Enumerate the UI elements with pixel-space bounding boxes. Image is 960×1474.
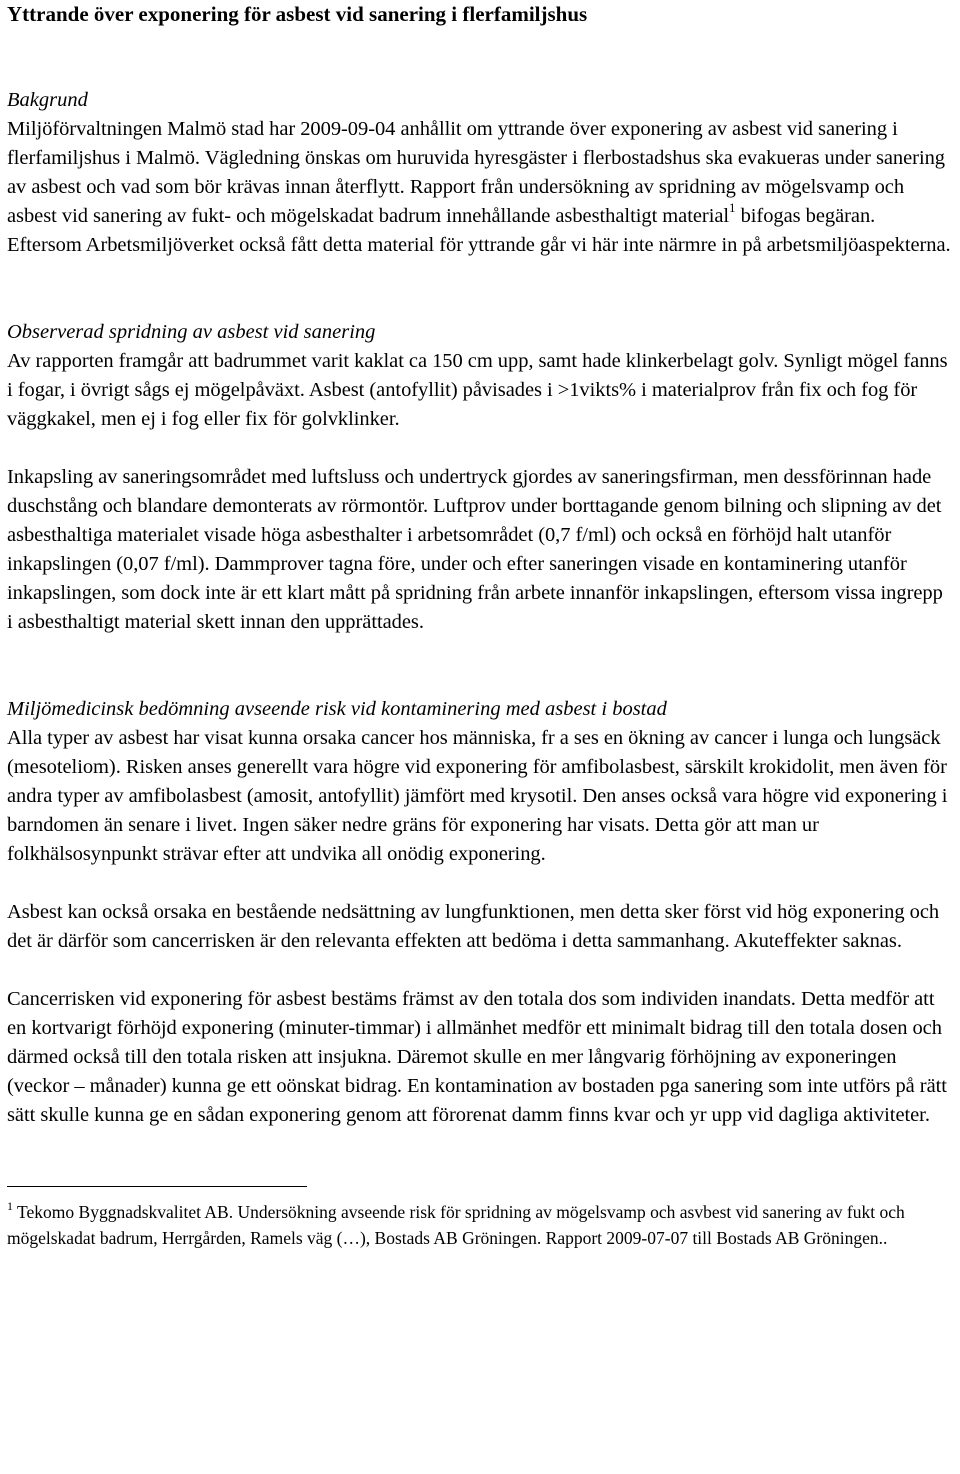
paragraph-miljomedicinsk-3: Cancerrisken vid exponering för asbest bestäms främst av den totala dos som individen inandats. Detta medför att en kortvarigt förhöjd exponering (minuter-timmar) i allmänhet medför ett minimalt bidrag till den totala dosen och därmed också till den totala risken att insjukna. Däremot skulle en mer långvarig förhöjning av exponeringen (veckor – månader) kunna ge ett oönskat bidrag. En kontamination av bostaden pga sanering som inte utförs på rätt sätt skulle kunna ge en sådan exponering genom att förorenat damm finns kvar och yr upp vid dagliga aktiviteter.: [7, 988, 947, 1126]
section-heading-bakgrund: Bakgrund: [7, 89, 88, 111]
footnote-number: 1: [7, 1199, 13, 1214]
section-heading-observerad-spridning: Observerad spridning av asbest vid sanering: [7, 321, 376, 343]
section-miljomedicinsk-bedomning: [7, 695, 952, 1130]
footnote: [7, 1199, 952, 1251]
paragraph-bakgrund: [7, 115, 952, 260]
section-heading-miljomedicinsk: Miljömedicinsk bedömning avseende risk vid kontaminering med asbest i bostad: [7, 698, 667, 720]
footnote-reference: 1: [729, 200, 736, 216]
paragraph-text-after: bifogas begäran. Eftersom Arbetsmiljöverket också fått detta material för yttrande går vi här inte närmre in på arbetsmiljöaspekterna.: [7, 205, 951, 256]
paragraph-miljomedicinsk-2: Asbest kan också orsaka en bestående nedsättning av lungfunktionen, men detta sker först vid hög exponering och det är därför som cancerrisken är den relevanta effekten att bedöma i detta sammanhang. Akuteffekter saknas.: [7, 901, 940, 952]
section-observerad-spridning: [7, 318, 952, 637]
footnote-text: Tekomo Byggnadskvalitet AB. Undersökning avseende risk för spridning av mögelsvamp och asvbest vid sanering av fukt och mögelskadat badrum, Herrgården, Ramels väg (…), Bostads AB Gröningen. Rapport 2009-07-07 till Bostads AB Gröningen..: [7, 1202, 905, 1248]
document-title: Yttrande över exponering för asbest vid sanering i flerfamiljshus: [7, 2, 588, 26]
paragraph-observerad-2: Inkapsling av saneringsområdet med luftsluss och undertryck gjordes av saneringsfirman, men dessförinnan hade duschstång och blandare demonterats av rörmontör. Luftprov under borttagande genom bilning och slipning av det asbesthaltiga materialet visade höga asbesthalter i arbetsområdet (0,7 f/ml) och också en förhöjd halt utanför inkapslingen (0,07 f/ml). Dammprover tagna före, under och efter saneringen visade en kontaminering utanför inkapslingen, som dock inte är ett klart mått på spridning från arbete innanför inkapslingen, eftersom vissa ingrepp i asbesthaltigt material skett innan den upprättades.: [7, 466, 943, 633]
paragraph-observerad-1: Av rapporten framgår att badrummet varit kaklat ca 150 cm upp, samt hade klinkerbelagt golv. Synligt mögel fanns i fogar, i övrigt sågs ej mögelpåväxt. Asbest (antofyllit) påvisades i >1vikts% i materialprov från fix och fog för väggkakel, men ej i fog eller fix för golvklinker.: [7, 350, 948, 430]
paragraph-text-before: Miljöförvaltningen Malmö stad har 2009-09-04 anhållit om yttrande över exponering av asbest vid sanering i flerfamiljshus i Malmö. Vägledning önskas om huruvida hyresgäster i flerbostadshus ska evakueras under sanering av asbest och vad som bör krävas innan återflytt. Rapport från undersökning av spridning av mögelsvamp och asbest vid sanering av fukt- och mögelskadat badrum innehållande asbesthaltigt material: [7, 118, 945, 227]
section-bakgrund: [7, 86, 952, 260]
paragraph-miljomedicinsk-1: Alla typer av asbest har visat kunna orsaka cancer hos människa, fr a ses en ökning av cancer i lunga och lungsäck (mesoteliom). Risken anses generellt vara högre vid exponering för amfibolasbest, särskilt krokidolit, men även för andra typer av amfibolasbest (amosit, antofyllit) jämfört med krysotil. Den anses också vara högre vid exponering i barndomen än senare i livet. Ingen säker nedre gräns för exponering har visats. Detta gör att man ur folkhälsosynpunkt strävar efter att undvika all onödig exponering.: [7, 727, 948, 865]
